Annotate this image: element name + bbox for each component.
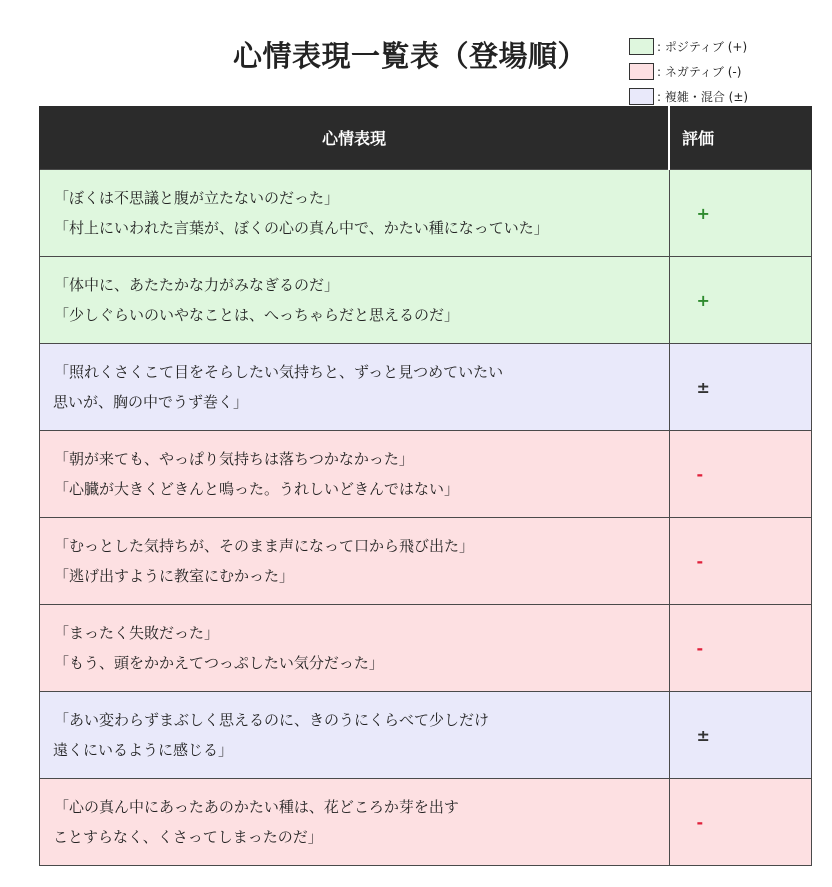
evaluation-cell	[669, 257, 812, 344]
expression-cell	[40, 779, 670, 866]
expression-cell	[40, 170, 670, 257]
legend-label-mixed: : 複雑・混合 (±)	[657, 89, 749, 104]
expression-line: 「少しぐらいのいやなことは、へっちゃらだと思えるのだ」	[54, 306, 460, 324]
table-row	[40, 779, 812, 866]
page-title: 心情表現一覧表（登場順）	[233, 39, 588, 73]
evaluation-cell	[669, 692, 812, 779]
expression-cell	[40, 257, 670, 344]
expression-line: 「村上にいわれた言葉が、ぼくの心の真ん中で、かたい種になっていた」	[54, 219, 549, 237]
table-row	[40, 257, 812, 344]
evaluation-cell	[669, 605, 812, 692]
expression-line: 「心臓が大きくどきんと鳴った。うれしいどきんではない」	[54, 480, 460, 498]
expression-line: 「逃げ出すように教室にむかった」	[54, 567, 295, 585]
evaluation-cell	[669, 518, 812, 605]
legend-swatch-positive	[629, 38, 654, 55]
emotion-table	[39, 106, 812, 866]
table-row	[40, 170, 812, 257]
evaluation-cell	[669, 431, 812, 518]
table-row	[40, 344, 812, 431]
expression-line: 思いが、胸の中でうず巻く」	[53, 393, 249, 411]
evaluation-cell	[669, 170, 812, 257]
expression-line: 遠くにいるように感じる」	[53, 741, 234, 759]
expression-cell	[40, 431, 670, 518]
table-header-row	[40, 106, 812, 170]
expression-line: 「照れくさくこて目をそらしたい気持ちと、ずっと見つめていたい	[54, 363, 504, 381]
table-row	[40, 692, 812, 779]
expression-line: 「心の真ん中にあったあのかたい種は、花どころか芽を出す	[54, 798, 459, 816]
legend	[629, 34, 829, 108]
legend-swatch-negative	[629, 63, 654, 80]
expression-line: 「体中に、あたたかな力がみなぎるのだ」	[54, 276, 340, 294]
positive-mark: +	[696, 203, 710, 223]
negative-mark: -	[696, 464, 704, 484]
legend-label-positive: : ポジティブ (+)	[657, 39, 748, 54]
legend-item-positive	[629, 34, 829, 58]
negative-mark: -	[696, 551, 704, 571]
negative-mark: -	[696, 812, 704, 832]
expression-line: 「ぼくは不思議と腹が立たないのだった」	[54, 189, 340, 207]
expression-line: ことすらなく、くさってしまったのだ」	[53, 828, 323, 846]
mixed-mark: ±	[696, 725, 710, 745]
evaluation-cell	[669, 344, 812, 431]
legend-item-mixed	[629, 84, 829, 108]
column-header-evaluation: 評価	[669, 106, 812, 170]
table-row	[40, 605, 812, 692]
positive-mark: +	[696, 290, 710, 310]
expression-line: 「もう、頭をかかえてつっぷしたい気分だった」	[54, 654, 384, 672]
expression-cell	[40, 344, 670, 431]
expression-line: 「あい変わらずまぶしく思えるのに、きのうにくらべて少しだけ	[54, 711, 490, 729]
legend-label-negative: : ネガティブ (-)	[657, 64, 742, 79]
evaluation-cell	[669, 779, 812, 866]
expression-cell	[40, 518, 670, 605]
expression-line: 「まったく失敗だった」	[54, 624, 220, 642]
legend-swatch-mixed	[629, 88, 654, 105]
expression-line: 「むっとした気持ちが、そのまま声になって口から飛び出た」	[54, 537, 475, 555]
expression-cell	[40, 692, 670, 779]
legend-item-negative	[629, 58, 829, 84]
table-row	[40, 431, 812, 518]
negative-mark: -	[696, 638, 704, 658]
mixed-mark: ±	[696, 377, 710, 397]
expression-line: 「朝が来ても、やっぱり気持ちは落ちつかなかった」	[54, 450, 414, 468]
expression-cell	[40, 605, 670, 692]
table-row	[40, 518, 812, 605]
column-header-expression: 心情表現	[40, 106, 670, 170]
